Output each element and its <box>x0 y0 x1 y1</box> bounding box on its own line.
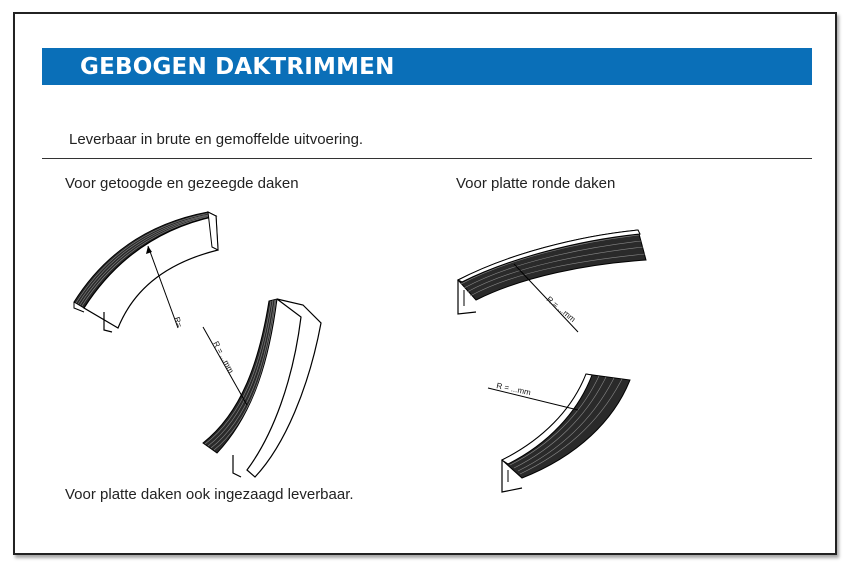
swept-trim-illustration <box>195 295 335 480</box>
caption-flat-round-roofs: Voor platte ronde daken <box>456 175 616 192</box>
divider <box>42 158 812 159</box>
radius-label: R = ...mm <box>211 339 236 375</box>
intro-text: Leverbaar in brute en gemoffelde uitvoering. <box>69 131 364 148</box>
page-title: GEBOGEN DAKTRIMMEN <box>80 54 395 80</box>
radius-label: R = ...mm <box>544 294 578 324</box>
radius-label: R= <box>172 315 184 329</box>
flat-round-trim-illustration <box>448 220 658 340</box>
radius-label: R = ...mm <box>495 381 532 398</box>
caption-flat-roofs-sawn: Voor platte daken ook ingezaagd leverbaar. <box>65 486 354 503</box>
caption-curved-roofs: Voor getoogde en gezeegde daken <box>65 175 299 192</box>
title-bar <box>42 48 812 85</box>
flat-round-trim-concave-illustration <box>482 370 642 500</box>
